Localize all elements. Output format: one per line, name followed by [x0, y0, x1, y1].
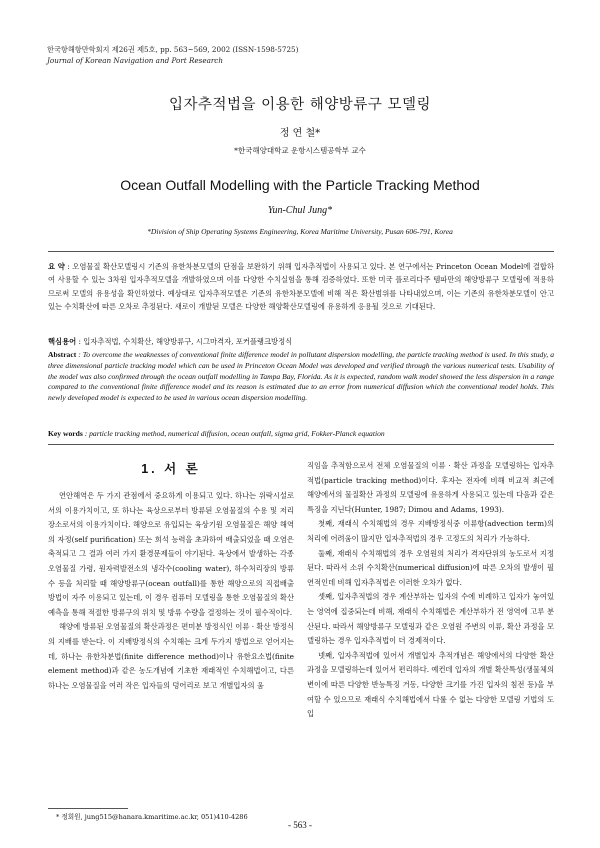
right-column — [307, 459, 554, 722]
abstract-top-rule — [48, 251, 554, 252]
left-paragraph: 해양에 방류된 오염물질의 확산과정은 편미분 방정식인 이류 · 확산 방정식의 지배를 받는다. 이 지배방정식의 수치해는 크게 두가지 방법으로 얻어지는데, 하나는 유한차분법(finite difference method)이나 유한요소법(finite element method)과 같은 농도개념에 기초한 재래적인 수치해법이고, 다른 하나는 오염물질을 여러 작은 입자들의 덩어리로 보고 개별입자의 움 — [48, 622, 294, 690]
left-paragraph: 연안해역은 두 가지 관점에서 중요하게 이용되고 있다. 하나는 위락시설로서의 이용가치이고, 또 하나는 육상으로부터 방류된 오염물질의 수용 및 저리장소로서의 이용가치이다. 해양으로 유입되는 육상기원 오염물질은 해양 해역의 자정(self purification) 또는 희석 능력을 초과하여 배출되었을 때 오염은 축적되고 그 결과 여러 가지 환경문제들이 야기된다. 육상에서 발생하는 각종 오염물질 가령, 원자력발전소의 냉각수(cooling water), 하수처리장의 방류수 등을 처리할 때 해양방류구(ocean outfall)를 통한 해양으로의 직접배출 방법이 자주 이용되고 있는데, 이 경우 컴퓨터 모델링을 통한 오염물질의 확산예측을 통해 적절한 방류구의 위치 및 방류 수량을 결정하는 것이 필수적이다. — [48, 491, 294, 617]
author-name-en: Yun-Chul Jung* — [267, 205, 333, 216]
right-paragraph: 첫째, 재래식 수치해법의 경우 지배방정식중 이류항(advection term)의 처리에 어려움이 많지만 입자추적법의 경우 고정도의 처리가 가능하다. — [307, 519, 554, 543]
section-heading: 1. 서 론 — [141, 462, 201, 476]
abstract-en — [48, 350, 554, 404]
abstract-ko — [48, 260, 554, 313]
abstract-en-text: : To overcome the weaknesses of conventional finite difference model in pollutant dispersion modelling, the particle tracking method is used. In this study, a three dimensional particle tracking model which can be used in Princeton Ocean Model was developed and verified through the various numerical tests. Usability of the model was also confirmed through the ocean outfall modelling in Tampa Bay, Florida. As it is expected, random walk model showed the less dispersion in a range compared to the conventional finite difference model and its reason is estimated due to an error from numerical diffusion which the conventional model holds. This newly developed model is expected to be used in various ocean dispersion modelling. — [48, 350, 554, 403]
keywords-en-label: Key words — [48, 429, 83, 438]
right-paragraph: 직임을 추적함으로서 전체 오염물질의 이류 · 확산 과정을 모델링하는 입자추적법(particle tracking method)이다. 후자는 전자에 비해 비교적 최근에 해양에서의 물질확산 과정의 모델링에 유용하게 사용되고 있는데 다음과 같은 특징을 지닌다(Hunter, 1987; Dimou and Adams, 1993). — [307, 461, 554, 514]
keywords-ko-label: 핵심용어 — [48, 337, 77, 346]
abstract-ko-label: 요 약 — [48, 262, 65, 271]
right-paragraph: 둘째, 재래식 수치해법의 경우 오염원의 처리가 격자단위의 농도로서 지정된다. 따라서 소위 수치확산(numerical diffusion)에 따른 오차의 발생이 필연적인데 비해 입자추적법은 이러한 오차가 없다. — [307, 548, 554, 587]
footnote: * 정회원, jung515@hanara.kmaritime.ac.kr, 051)410-4286 — [56, 813, 248, 821]
footnote-rule — [48, 808, 128, 809]
journal-header-line1: 한국항해항만학회지 제26권 제5호, pp. 563~569, 2002 (ISSN-1598-5725) — [47, 45, 299, 54]
abstract-ko-text: : 오염물질 확산모델링시 기존의 유한차분모델의 단점을 보완하기 위해 입자추적법이 사용되고 있다. 본 연구에서는 Princeton Ocean Model에 결합하여 사용할 수 있는 3차원 입자추적모델을 개발하였으며 이를 다양한 수치실험을 통해 검증하였다. 또한 미국 플로리다주 템파만의 해양방류구 모델링에 적용하므로써 모델의 유용성을 확인하였다. 예상대로 입자추적모델은 기존의 유한차분모델에 비해 적은 확산범위를 나타내었으며, 이는 기존의 유한차분모델이 안고 있는 수치확산에 따른 오차로 추정된다. 새로이 개발된 모델은 다양한 해양확산모델링에 유용하게 응용될 것으로 기대된다. — [48, 262, 555, 311]
keywords-ko-text: : 입자추적법, 수치확산, 해양방류구, 시그마격자, 포커플랭크방정식 — [76, 337, 293, 346]
journal-name-en: Journal of Korean Navigation and Port Research — [47, 56, 223, 65]
left-column — [48, 489, 294, 693]
right-paragraph: 셋째, 입자추적법의 경우 계산부하는 입자의 수에 비례하고 입자가 놓여있는 영역에 집중되는데 비해, 재래식 수치해법은 계산부하가 전 영역에 고루 분산된다. 따라서 해양방류구 모델링과 같은 오염원 주변의 이류, 확산 과정을 모델링하는 경우 입자추적법이 더 경제적이다. — [307, 592, 554, 646]
journal-header-line2 — [47, 55, 298, 66]
keywords-en-text: : particle tracking method, numerical diffusion, ocean outfall, sigma grid, Fokker-Planck equation — [82, 429, 385, 438]
page-number: - 563 - — [288, 820, 312, 830]
right-paragraph: 넷째, 입자추적법에 있어서 개별입자 추적개념은 해양에서의 다양한 확산과정을 모델링하는데 있어서 편리하다. 예컨데 입자의 개별 확산특성(생물체의 변이에 따른 다양한 반능특징 거동, 다양한 크기를 가진 입자의 침전 등)을 부여할 수 있으므로 재래식 수치해법에서 다룰 수 없는 다양한 모델링 기법의 도입 — [307, 650, 554, 719]
paper-title-ko: 입자추적법을 이용한 해양방류구 모델링 — [169, 97, 431, 113]
keywords-ko — [48, 336, 554, 348]
paper-title-en: Ocean Outfall Modelling with the Particle Tracking Method — [120, 177, 480, 193]
author-affiliation-ko: *한국해양대학교 운항시스템공학부 교수 — [234, 146, 366, 155]
author-affiliation-en: *Division of Ship Operating Systems Engineering, Korea Maritime University, Pusan 606-791, Korea — [147, 227, 453, 236]
abstract-bottom-rule — [48, 444, 554, 445]
keywords-en — [48, 428, 554, 439]
journal-header — [47, 44, 298, 66]
author-name-ko: 정 연 철* — [279, 128, 321, 139]
abstract-en-label: Abstract — [48, 350, 77, 359]
